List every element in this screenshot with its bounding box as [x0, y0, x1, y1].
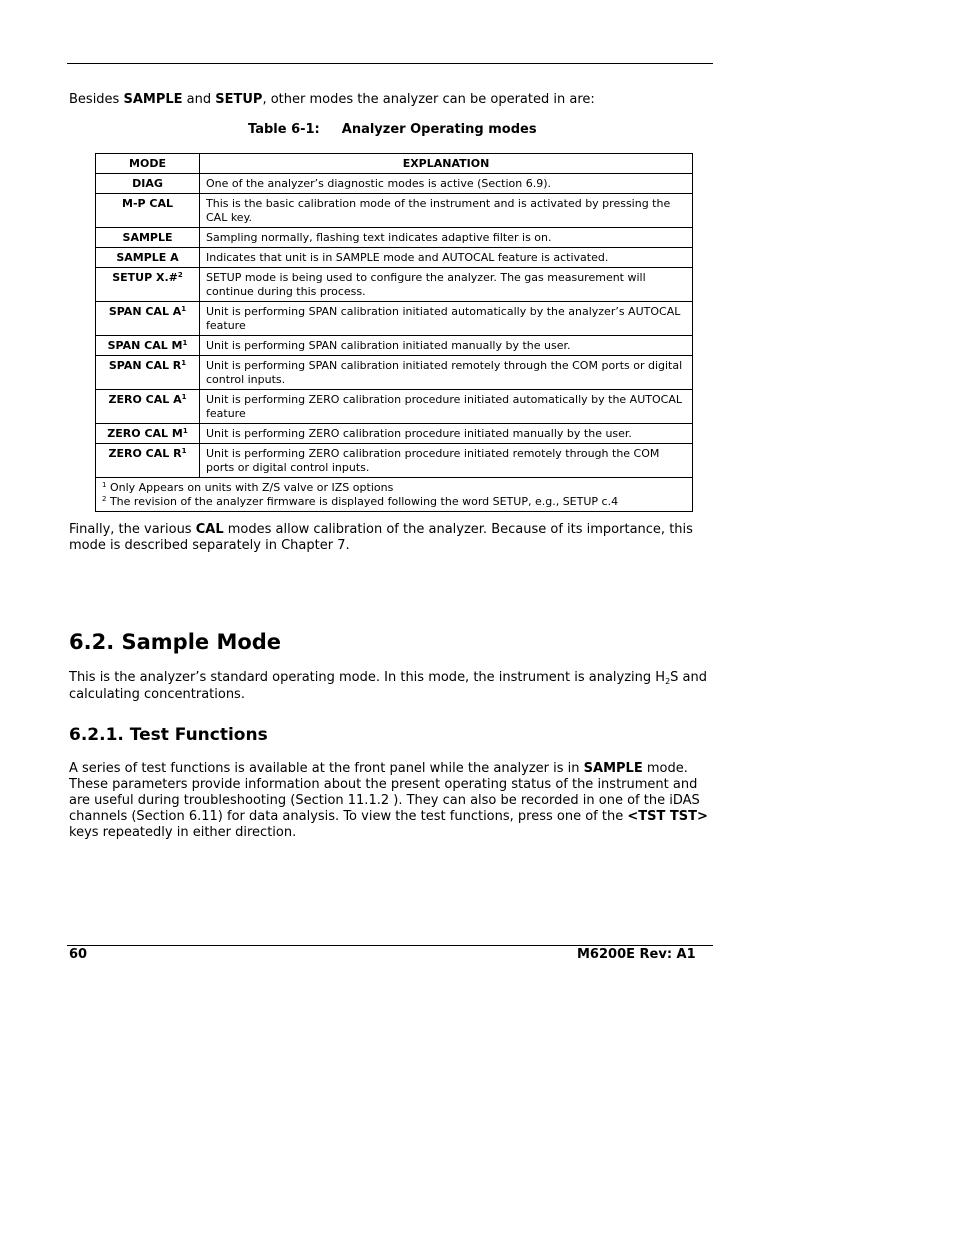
mode-cell: ZERO CAL $M^1$	[96, 424, 200, 444]
table-row	[96, 336, 693, 356]
operating-modes-table	[95, 153, 693, 512]
footnote-1: $^1$ Only Appears on units with Z/S valve or IZS options	[102, 481, 394, 494]
subsection-heading: 6.2.1. Test Functions	[69, 725, 268, 745]
test-functions-paragraph: A series of test functions is available at the front panel while the analyzer is in SAMPLE mode. These parameters provide information about the present operating status of the instrument and are useful during troubleshooting (Section 11.1.2 ). They can also be recorded in one of the iDAS channels (Section 6.11) for data analysis. To view the test functions, press one of the <TST TST> keys repeatedly in either direction.	[69, 761, 708, 840]
section-paragraph: This is the analyzer’s standard operating mode. In this mode, the instrument is analyzing $H_2S$ and calculating concentrations.	[69, 670, 707, 702]
explanation-cell: Sampling normally, flashing text indicates adaptive filter is on.	[200, 228, 693, 248]
explanation-cell: Unit is performing SPAN calibration initiated manually by the user.	[200, 336, 693, 356]
explanation-cell: SETUP mode is being used to configure the analyzer. The gas measurement will continue during this process.	[200, 268, 693, 302]
document-revision: M6200E Rev: A1	[577, 947, 696, 962]
table-footnotes-row	[96, 478, 693, 512]
table-row	[96, 390, 693, 424]
mode-cell: SAMPLE	[96, 228, 200, 248]
mode-cell: M-P CAL	[96, 194, 200, 228]
explanation-cell: Unit is performing ZERO calibration procedure initiated automatically by the AUTOCAL feature	[200, 390, 693, 424]
mode-cell: ZERO CAL $R^1$	[96, 444, 200, 478]
mode-cell: SAMPLE A	[96, 248, 200, 268]
table-row	[96, 444, 693, 478]
table-footnotes	[96, 478, 693, 512]
section-heading: 6.2. Sample Mode	[69, 630, 282, 654]
mode-cell: ZERO CAL $A^1$	[96, 390, 200, 424]
table-row	[96, 424, 693, 444]
footnote-2: $^2$ The revision of the analyzer firmware is displayed following the word SETUP, e.g., SETUP c.4	[102, 495, 619, 508]
explanation-cell: This is the basic calibration mode of the instrument and is activated by pressing the CAL key.	[200, 194, 693, 228]
table-row	[96, 174, 693, 194]
intro-paragraph: Besides SAMPLE and SETUP, other modes the analyzer can be operated in are:	[69, 92, 595, 107]
table-row	[96, 268, 693, 302]
footer-rule	[67, 945, 713, 946]
explanation-cell: Unit is performing SPAN calibration initiated remotely through the COM ports or digital control inputs.	[200, 356, 693, 390]
header-rule	[67, 63, 713, 64]
explanation-cell: One of the analyzer’s diagnostic modes is active (Section 6.9).	[200, 174, 693, 194]
finally-paragraph: Finally, the various CAL modes allow calibration of the analyzer. Because of its importance, this mode is described separately in Chapter 7.	[69, 522, 693, 553]
table-row	[96, 228, 693, 248]
table-row	[96, 248, 693, 268]
explanation-cell: Unit is performing ZERO calibration procedure initiated remotely through the COM ports or digital control inputs.	[200, 444, 693, 478]
mode-cell: SPAN CAL $M^1$	[96, 336, 200, 356]
mode-cell: SPAN CAL $A^1$	[96, 302, 200, 336]
table-caption	[248, 122, 537, 137]
mode-cell: DIAG	[96, 174, 200, 194]
page-number: 60	[69, 947, 88, 962]
explanation-cell: Unit is performing SPAN calibration initiated automatically by the analyzer’s AUTOCAL feature	[200, 302, 693, 336]
table-caption-label: Table 6-1:	[248, 122, 320, 137]
mode-cell: SETUP X.#$^2$	[96, 268, 200, 302]
explanation-cell: Indicates that unit is in SAMPLE mode and AUTOCAL feature is activated.	[200, 248, 693, 268]
mode-cell: SPAN CAL $R^1$	[96, 356, 200, 390]
table-caption-title: Analyzer Operating modes	[341, 122, 537, 137]
explanation-cell: Unit is performing ZERO calibration procedure initiated manually by the user.	[200, 424, 693, 444]
table-row	[96, 194, 693, 228]
column-header-mode: MODE	[96, 154, 200, 174]
column-header-explanation: EXPLANATION	[200, 154, 693, 174]
table-header-row	[96, 154, 693, 174]
table-row	[96, 356, 693, 390]
table-row	[96, 302, 693, 336]
